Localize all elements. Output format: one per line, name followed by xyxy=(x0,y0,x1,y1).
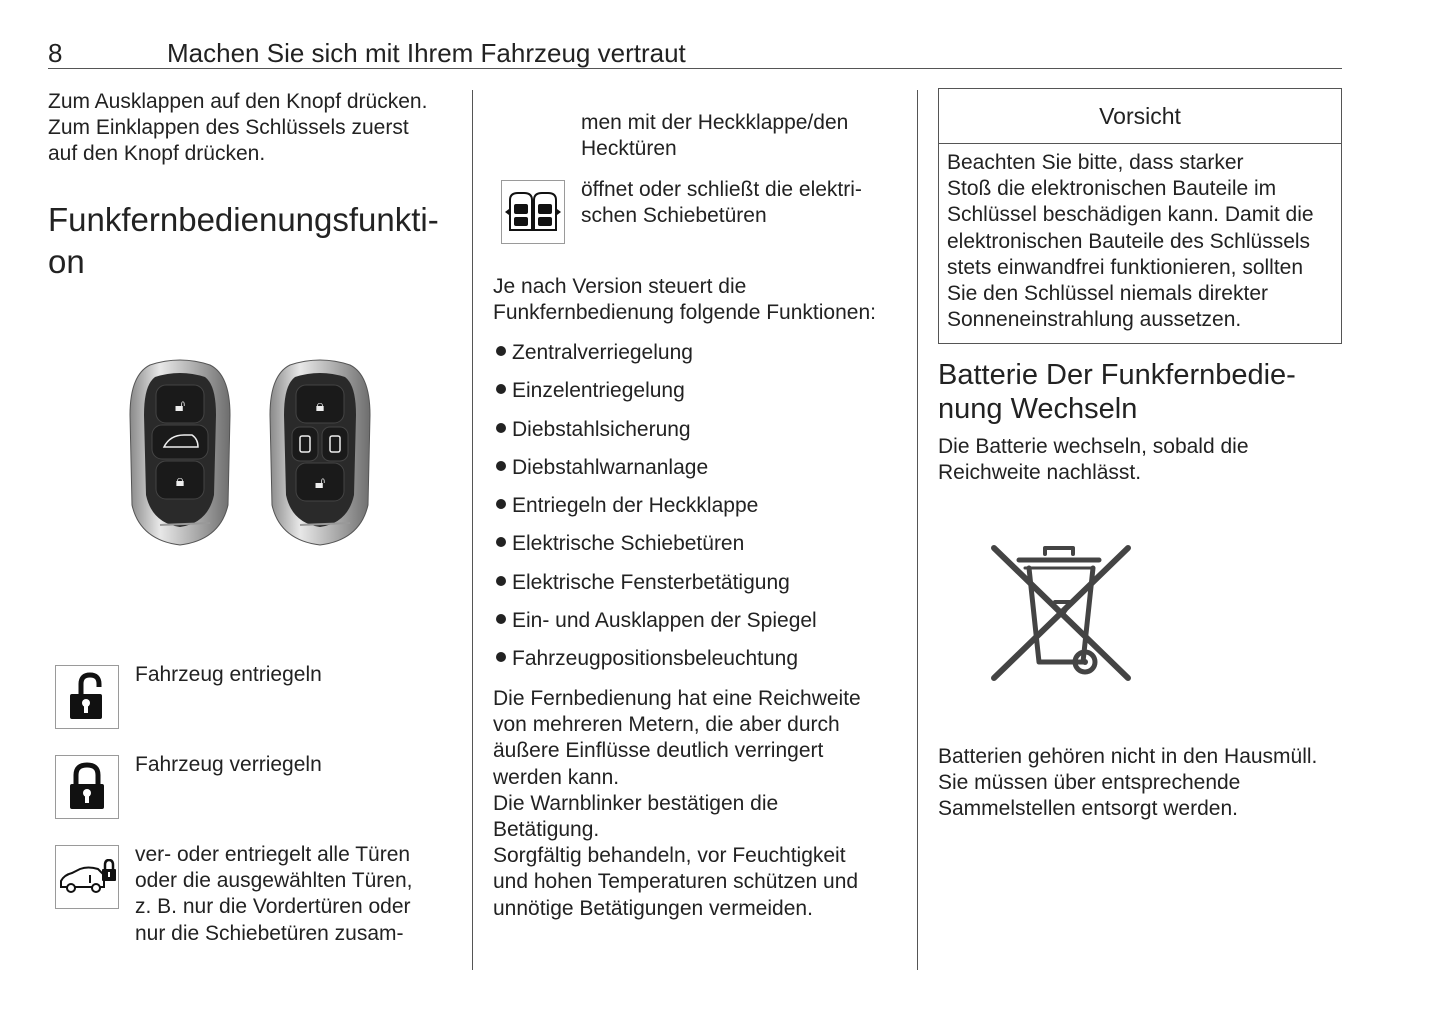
lock-icon-box xyxy=(55,755,119,819)
list-item-label: Elektrische Fensterbetätigung xyxy=(512,570,790,594)
list-item-label: Diebstahlsicherung xyxy=(512,417,691,441)
svg-text:🔒︎: 🔒︎ xyxy=(315,396,325,415)
list-item-label: Fahrzeugpositionsbeleuchtung xyxy=(512,647,799,671)
intro-paragraph xyxy=(48,89,427,168)
sliding-doors-icon xyxy=(504,190,562,234)
column-divider-right xyxy=(917,90,918,970)
text-line: Die Fernbedienung hat eine Reichweite xyxy=(493,687,861,710)
column-divider-left xyxy=(472,90,473,970)
text-line: Betätigung. xyxy=(493,818,600,842)
car-lock-description xyxy=(135,842,412,947)
text-line: Schlüssel beschädigen kann. Damit die xyxy=(947,203,1314,227)
car-lock-icon-box xyxy=(55,845,119,909)
battery-paragraph xyxy=(938,434,1249,486)
list-item-label: Diebstahlwarnanlage xyxy=(512,455,709,479)
title-line: Batterie Der Funkfernbedie- xyxy=(938,359,1296,391)
list-item xyxy=(493,340,817,378)
text-line: Die Warnblinker bestätigen die xyxy=(493,791,779,815)
bullet-icon xyxy=(496,384,506,394)
bullet-icon xyxy=(496,346,506,356)
text-line: Beachten Sie bitte, dass starker xyxy=(947,151,1244,174)
key-fob-left xyxy=(130,360,230,545)
caution-body xyxy=(939,144,1341,333)
text-line: Die Batterie wechseln, sobald die xyxy=(938,435,1249,458)
key-fob-right xyxy=(270,360,370,545)
text-line: Stoß die elektronischen Bauteile im xyxy=(947,177,1277,201)
lock-description xyxy=(135,752,322,778)
list-item xyxy=(493,493,817,531)
text-line: men mit der Heckklappe/den xyxy=(581,111,849,134)
bullet-icon xyxy=(496,499,506,509)
unlock-icon xyxy=(67,672,107,722)
section-title-battery xyxy=(938,358,1296,426)
text-line: Sammelstellen entsorgt werden. xyxy=(938,797,1238,821)
header-rule xyxy=(48,68,1342,69)
text-line: oder die ausgewählten Türen, xyxy=(135,869,413,893)
key-fob-illustration xyxy=(120,355,380,555)
text-line: Reichweite nachlässt. xyxy=(938,461,1142,485)
text-line: unnötige Betätigungen vermeiden. xyxy=(493,896,813,920)
list-item-label: Einzelentriegelung xyxy=(512,379,685,403)
sliding-doors-description xyxy=(581,177,862,229)
disposal-paragraph xyxy=(938,744,1317,823)
text-line: stets einwandfrei funktionieren, sollten xyxy=(947,255,1304,279)
text-line: Zum Einklappen des Schlüssels zuerst xyxy=(48,116,409,140)
crossed-bin-icon xyxy=(985,540,1137,688)
text-line: von mehreren Metern, die aber durch xyxy=(493,713,840,737)
caution-box xyxy=(938,88,1342,344)
title-line: Funkfernbedienungsfunkti- xyxy=(48,201,439,238)
title-line: nung Wechseln xyxy=(938,393,1138,425)
list-item xyxy=(493,608,817,646)
text-line: schen Schiebetüren xyxy=(581,204,767,228)
list-item xyxy=(493,455,817,493)
bullet-icon xyxy=(496,652,506,662)
section-title-remote xyxy=(48,199,439,283)
text-line: Sie den Schlüssel niemals direkter xyxy=(947,282,1268,306)
text-line: elektronischen Bauteile des Schlüssels xyxy=(947,229,1311,253)
bullet-icon xyxy=(496,576,506,586)
svg-text:🔒︎: 🔒︎ xyxy=(175,471,185,490)
text-line: Hecktüren xyxy=(581,137,677,161)
text-line: werden kann. xyxy=(493,765,620,789)
text-line: Zum Ausklappen auf den Knopf drücken. xyxy=(48,90,428,113)
text-line: Sie müssen über entsprechende xyxy=(938,771,1241,795)
text-line: Fahrzeug verriegeln xyxy=(135,753,322,776)
list-item-label: Elektrische Schiebetüren xyxy=(512,532,745,556)
list-item xyxy=(493,378,817,416)
text-line: Funkfernbedienung folgende Funktionen: xyxy=(493,301,876,325)
continued-description xyxy=(581,110,848,162)
range-paragraph xyxy=(493,686,861,922)
bullet-icon xyxy=(496,461,506,471)
svg-text:🔓︎: 🔓︎ xyxy=(174,396,186,415)
functions-intro xyxy=(493,274,876,326)
text-line: und hohen Temperaturen schützen und xyxy=(493,870,859,894)
list-item-label: Zentralverriegelung xyxy=(512,341,693,364)
page-number: 8 xyxy=(48,38,63,68)
title-line: on xyxy=(48,243,85,280)
text-line: Batterien gehören nicht in den Hausmüll. xyxy=(938,745,1318,768)
text-line: öffnet oder schließt die elektri- xyxy=(581,178,862,201)
functions-list xyxy=(493,340,817,685)
svg-text:🔓︎: 🔓︎ xyxy=(314,473,326,492)
text-line: z. B. nur die Vordertüren oder xyxy=(135,895,411,919)
text-line: Fahrzeug entriegeln xyxy=(135,663,322,686)
text-line: auf den Knopf drücken. xyxy=(48,142,266,166)
sliding-doors-icon-box xyxy=(501,180,565,244)
text-line: nur die Schiebetüren zusam- xyxy=(135,921,404,945)
text-line: äußere Einflüsse deutlich verringert xyxy=(493,739,824,763)
bullet-icon xyxy=(496,614,506,624)
unlock-icon-box xyxy=(55,665,119,729)
list-item xyxy=(493,417,817,455)
bullet-icon xyxy=(496,537,506,547)
list-item xyxy=(493,570,817,608)
list-item xyxy=(493,646,817,684)
text-line: Sorgfältig behandeln, vor Feuchtigkeit xyxy=(493,844,846,868)
list-item-label: Entriegeln der Heckklappe xyxy=(512,494,759,518)
unlock-description xyxy=(135,662,322,688)
caution-title: Vorsicht xyxy=(939,89,1341,144)
text-line: Je nach Version steuert die xyxy=(493,275,747,298)
list-item-label: Ein- und Ausklappen der Spiegel xyxy=(512,609,817,633)
list-item xyxy=(493,531,817,569)
bullet-icon xyxy=(496,423,506,433)
page-heading: Machen Sie sich mit Ihrem Fahrzeug vertraut xyxy=(167,38,686,68)
lock-icon xyxy=(67,762,107,812)
text-line: Sonneneinstrahlung aussetzen. xyxy=(947,308,1242,332)
car-lock-icon xyxy=(58,859,116,895)
text-line: ver- oder entriegelt alle Türen xyxy=(135,843,411,866)
